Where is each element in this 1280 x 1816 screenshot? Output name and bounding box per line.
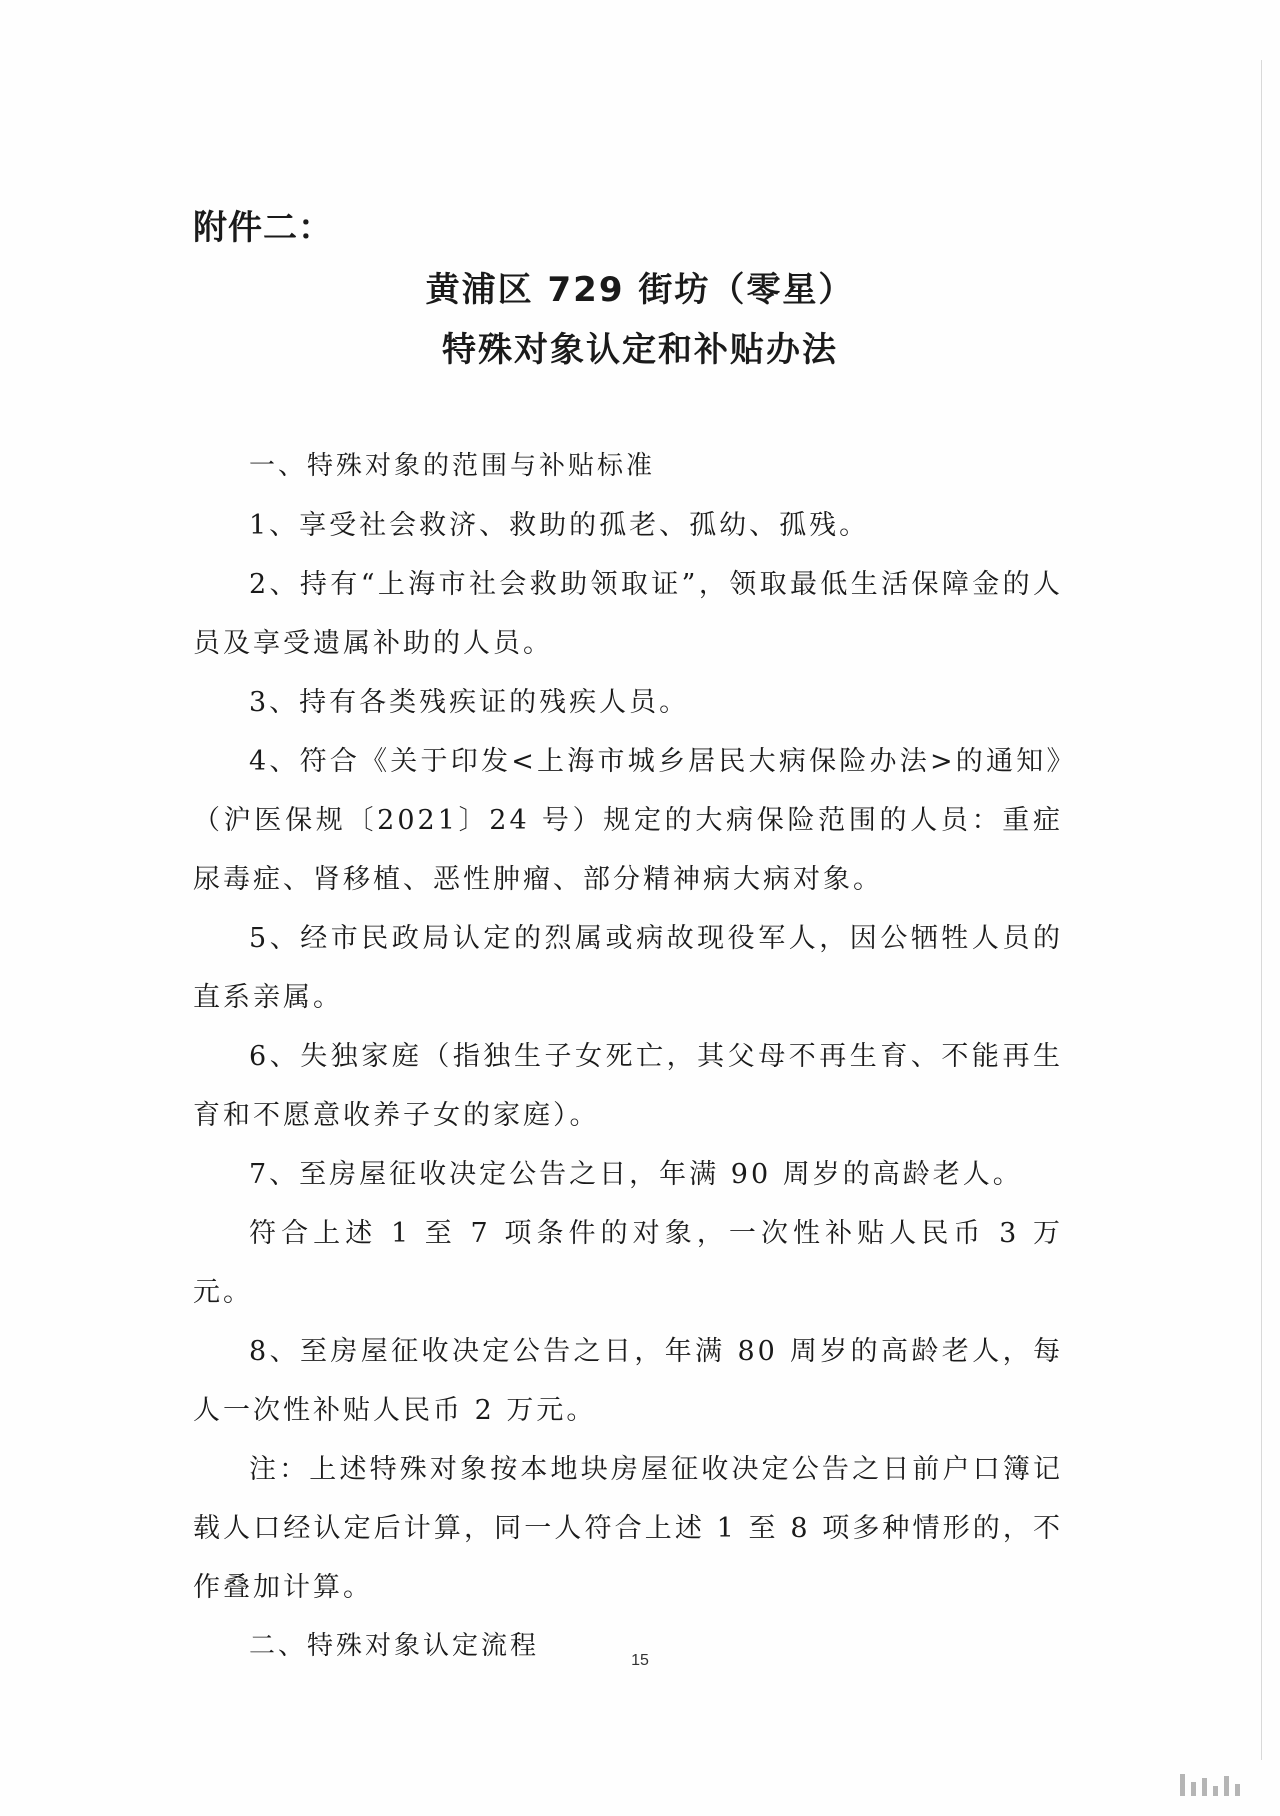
document-title-line-1: 黄浦区 729 街坊（零星） <box>425 270 855 310</box>
paragraph: 1、享受社会救济、救助的孤老、孤幼、孤残。 <box>249 510 870 541</box>
scan-mark <box>1224 1776 1229 1796</box>
paragraph: 5、经市民政局认定的烈属或病故现役军人，因公牺牲人员的直系亲属。 <box>193 923 1063 1013</box>
paragraph: 2、持有“上海市社会救助领取证”，领取最低生活保障金的人员及享受遗属补助的人员。 <box>193 569 1063 659</box>
paragraph: 符合上述 1 至 7 项条件的对象，一次性补贴人民币 3 万元。 <box>193 1218 1063 1308</box>
paragraph: 4、符合《关于印发<上海市城乡居民大病保险办法>的通知》（沪医保规〔2021〕24 号）规定的大病保险范围的人员：重症尿毒症、肾移植、恶性肿瘤、部分精神病大病对象。 <box>193 746 1063 895</box>
paragraph: 7、至房屋征收决定公告之日，年满 90 周岁的高龄老人。 <box>249 1159 1023 1190</box>
scan-mark <box>1180 1774 1185 1796</box>
paragraph: 注：上述特殊对象按本地块房屋征收决定公告之日前户口簿记载人口经认定后计算，同一人符合上述 1 至 8 项多种情形的，不作叠加计算。 <box>193 1454 1063 1603</box>
page-number: 15 <box>631 1652 649 1669</box>
section-heading: 一、特殊对象的范围与补贴标准 <box>249 451 656 481</box>
scan-mark <box>1213 1786 1218 1796</box>
paragraph: 8、至房屋征收决定公告之日，年满 80 周岁的高龄老人，每人一次性补贴人民币 2 万元。 <box>193 1336 1063 1426</box>
scan-mark <box>1235 1784 1240 1796</box>
paragraph: 6、失独家庭（指独生子女死亡，其父母不再生育、不能再生育和不愿意收养子女的家庭）。 <box>193 1041 1063 1131</box>
scan-mark <box>1191 1782 1196 1796</box>
scan-mark <box>1202 1778 1207 1796</box>
attachment-label: 附件二： <box>193 208 333 248</box>
paragraph: 3、持有各类残疾证的残疾人员。 <box>249 687 690 718</box>
scan-edge-line <box>1261 60 1262 1760</box>
document-body <box>193 437 1063 1676</box>
section-heading: 二、特殊对象认定流程 <box>249 1631 540 1661</box>
scan-artifact-marks <box>1180 1770 1240 1796</box>
document-title-line-2: 特殊对象认定和补贴办法 <box>442 330 838 370</box>
